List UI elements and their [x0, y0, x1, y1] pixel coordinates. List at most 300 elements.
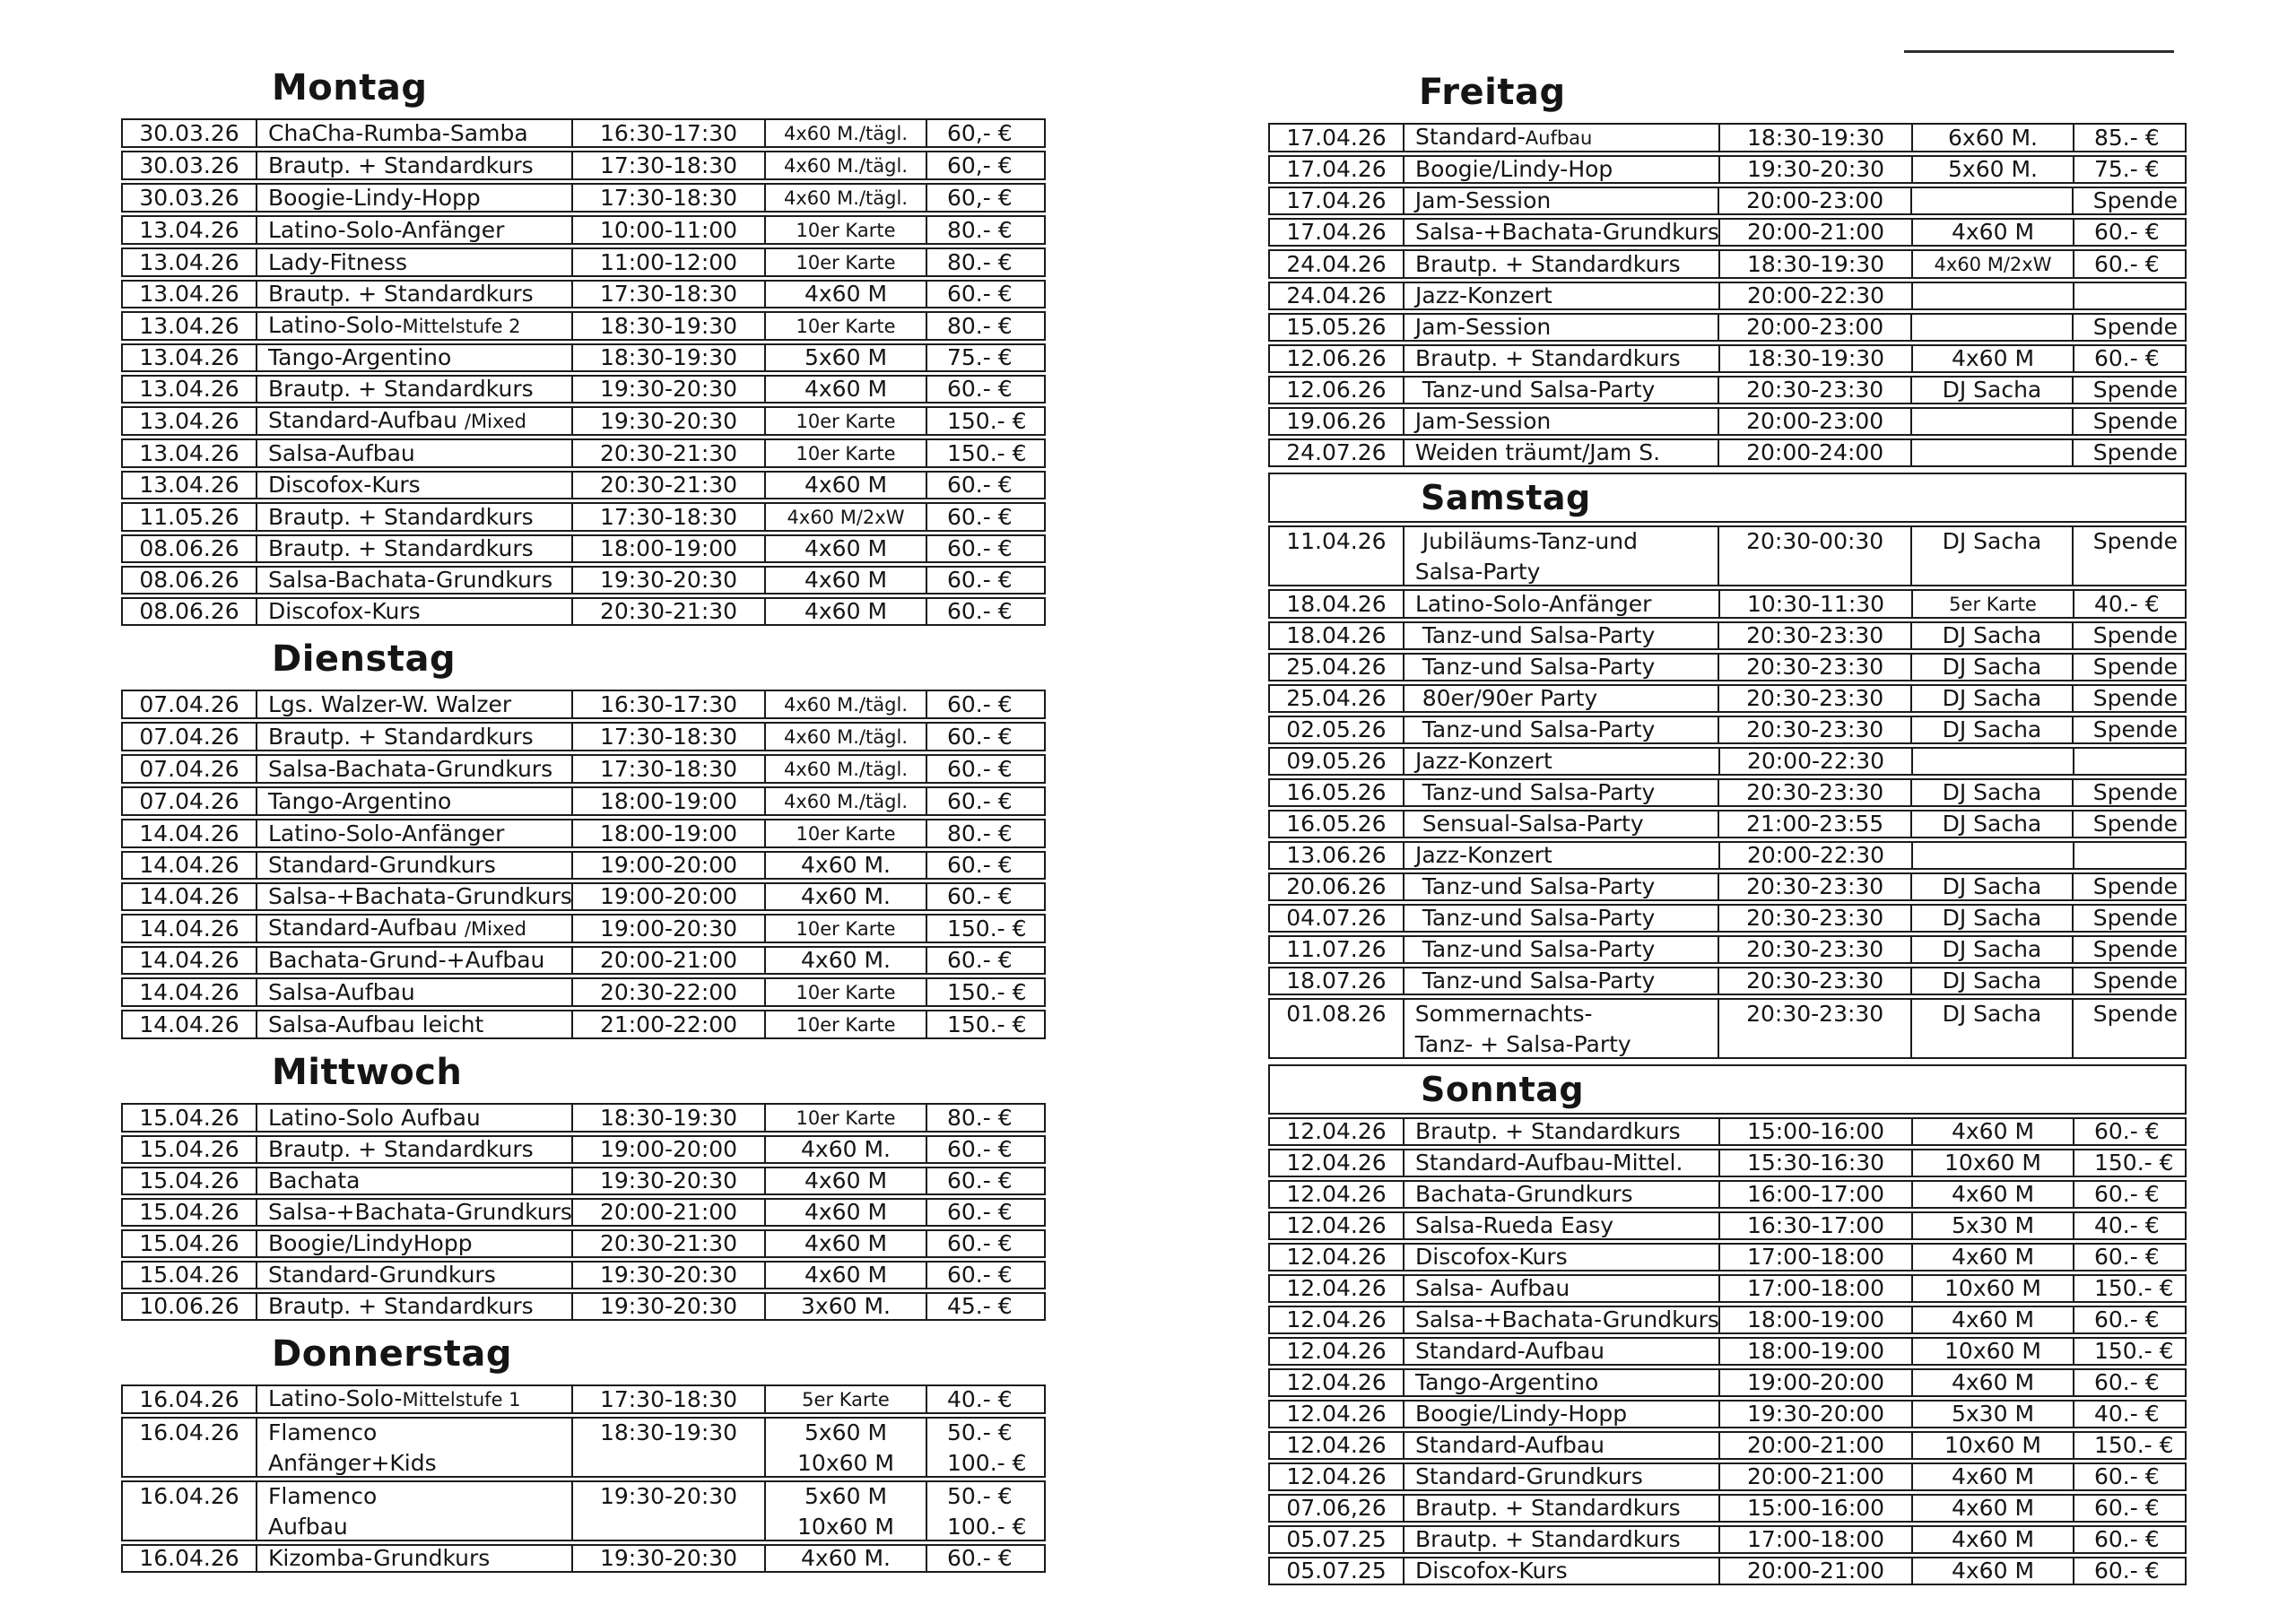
- cell-course: [257, 313, 573, 339]
- cell-text-line: [130, 1485, 248, 1508]
- package-text: 4x60 M.: [801, 1545, 891, 1571]
- cell-price: [2074, 220, 2185, 245]
- cell-text-line: [2094, 1214, 2178, 1237]
- date-text: 12.04.26: [1286, 1118, 1387, 1144]
- cell-date: [1270, 686, 1405, 711]
- cell-price: [927, 756, 1044, 782]
- cell-text-line: [2094, 1528, 2178, 1551]
- cell-price: [2074, 346, 2185, 371]
- time-text: 11:00-12:00: [599, 248, 738, 275]
- cell-date: [123, 916, 257, 942]
- cell-package: [1913, 1182, 2074, 1207]
- course-text: Standard-Grundkurs: [268, 852, 496, 878]
- cell-course: [257, 979, 573, 1005]
- price-text: 50.- €: [947, 1419, 1013, 1445]
- cell-price: [2074, 527, 2185, 585]
- cell-price: [927, 568, 1044, 593]
- price-text: 60.- €: [2094, 250, 2160, 277]
- cell-date: [1270, 717, 1405, 742]
- cell-text-line: [2094, 1465, 2178, 1488]
- cell-text-line: [268, 154, 564, 178]
- cell-text-line: [1727, 1340, 1904, 1363]
- cell-package: [1912, 812, 2074, 837]
- price-text: Spende: [2092, 811, 2178, 837]
- cell-text-line: [947, 755, 1037, 782]
- course-text: Sensual-Salsa-Party: [1414, 811, 1644, 837]
- cell-package: [1913, 1307, 2074, 1332]
- time-text: 18:00-19:00: [599, 787, 738, 814]
- cell-text-line: [580, 949, 757, 972]
- cell-text-line: [1277, 938, 1396, 961]
- price-text: 40.- €: [2094, 1401, 2160, 1427]
- course-text: Salsa-Aufbau: [268, 439, 415, 466]
- course-text: Latino-Solo-Anfänger: [268, 216, 505, 243]
- cell-text-line: [130, 473, 248, 497]
- cell-price: [2074, 1558, 2185, 1584]
- cell-text-line: [2093, 718, 2178, 742]
- price-text: 60.- €: [2094, 1244, 2160, 1270]
- package-text: 10er Karte: [796, 1107, 896, 1129]
- cell-date: [1270, 220, 1405, 245]
- course-text: Salsa-+Bachata-Grundkurs: [1415, 219, 1719, 245]
- cell-time: [1720, 1433, 1913, 1458]
- package-text: 4x60 M: [1951, 1181, 2035, 1207]
- price-text: Spende: [2092, 968, 2178, 994]
- cell-text-line: [773, 1485, 918, 1508]
- cell-text-line: [1726, 530, 1903, 553]
- package-text: 4x60 M: [1951, 1244, 2035, 1270]
- cell-date: [123, 185, 257, 211]
- cell-course: [257, 1200, 573, 1225]
- package-text: 10x60 M: [1944, 1338, 2041, 1364]
- cell-text-line: [1277, 781, 1396, 804]
- time-text: 20:00-21:00: [599, 947, 738, 973]
- cell-price: [2074, 1527, 2185, 1552]
- cell-text-line: [1726, 410, 1903, 433]
- time-text: 18:00-19:00: [599, 535, 738, 561]
- cell-text-line: [268, 690, 564, 717]
- cell-package: [1912, 874, 2074, 899]
- price-text: 50.- €: [947, 1483, 1013, 1509]
- cell-package: [766, 1231, 927, 1256]
- cell-price: [927, 282, 1044, 307]
- cell-text-line: [580, 755, 757, 782]
- cell-text-line: [130, 248, 248, 275]
- cell-text-line: [2094, 221, 2178, 244]
- cell-text-line: [268, 503, 564, 530]
- time-text: 19:00-20:00: [599, 883, 738, 909]
- cell-course: [257, 1168, 573, 1193]
- cell-package: [1912, 315, 2074, 340]
- date-text: 13.06.26: [1286, 842, 1387, 868]
- package-text: 10er Karte: [796, 918, 896, 940]
- schedule-row: [1268, 904, 2187, 933]
- cell-date: [1270, 812, 1405, 837]
- cell-text-line: [947, 600, 1037, 623]
- schedule-row: [1268, 1149, 2187, 1177]
- cell-text-line: [580, 248, 757, 275]
- package-text: 4x60 M.: [801, 883, 891, 909]
- cell-course: [1405, 812, 1720, 837]
- cell-text-line: [1277, 812, 1396, 836]
- price-text: 60,- €: [947, 184, 1013, 211]
- cell-text-line: [1920, 1120, 2066, 1143]
- date-text: 14.04.26: [139, 947, 239, 973]
- cell-price: [2074, 283, 2185, 308]
- course-text: Discofox-Kurs: [268, 472, 421, 498]
- time-text: 17:30-18:30: [599, 723, 738, 750]
- cell-text-line: [2094, 1277, 2178, 1300]
- price-text: Spende: [2092, 716, 2178, 742]
- cell-text-line: [580, 854, 757, 877]
- cell-text-line: [2094, 250, 2178, 277]
- cell-time: [573, 120, 766, 146]
- cell-text-line: [580, 1169, 757, 1193]
- cell-text-line: [130, 690, 248, 717]
- cell-text-line: [2093, 781, 2178, 804]
- cell-date: [1270, 1119, 1405, 1144]
- cell-course: [257, 916, 573, 942]
- cell-text-line: [1920, 126, 2066, 150]
- cell-text-line: [773, 885, 918, 908]
- cell-time: [1719, 717, 1912, 742]
- time-text: 20:00-23:00: [1746, 408, 1884, 434]
- cell-time: [1719, 937, 1912, 962]
- cell-time: [1719, 378, 1912, 403]
- cell-time: [573, 1231, 766, 1256]
- package-text: 4x60 M: [804, 472, 888, 498]
- cell-text-line: [1415, 1371, 1711, 1394]
- cell-course: [257, 1231, 573, 1256]
- cell-text-line: [1277, 1340, 1396, 1363]
- cell-package: [766, 1419, 927, 1476]
- cell-package: [1912, 780, 2074, 805]
- cell-course: [257, 1105, 573, 1131]
- cell-text-line: [1920, 1308, 2066, 1332]
- cell-text-line: [1415, 1002, 1711, 1026]
- time-text: 17:30-18:30: [599, 503, 738, 530]
- cell-price: [2074, 315, 2185, 340]
- cell-package: [1912, 1000, 2074, 1057]
- price-text: Spende: [2092, 1001, 2178, 1027]
- cell-package: [766, 377, 927, 402]
- cell-text-line: [1415, 812, 1711, 836]
- cell-date: [1270, 937, 1405, 962]
- cell-text-line: [947, 1547, 1037, 1570]
- course-text: Lgs. Walzer-W. Walzer: [268, 690, 512, 717]
- date-text: 12.06.26: [1286, 377, 1387, 403]
- date-text: 12.04.26: [1286, 1432, 1387, 1458]
- package-text: 4x60 M: [804, 1167, 888, 1193]
- course-text: Bachata: [268, 1167, 361, 1193]
- cell-text-line: [947, 119, 1037, 146]
- cell-package: [766, 282, 927, 307]
- cell-course: [257, 788, 573, 814]
- cell-text-line: [2094, 1559, 2178, 1583]
- cell-date: [123, 979, 257, 1005]
- date-text: 12.04.26: [1286, 1212, 1387, 1238]
- cell-price: [2074, 874, 2185, 899]
- course-text: Boogie/Lindy-Hopp: [1415, 1401, 1628, 1427]
- cell-text-line: [947, 1013, 1037, 1037]
- cell-text-line: [947, 1515, 1037, 1539]
- cell-package: [766, 473, 927, 498]
- cell-time: [1720, 749, 1913, 774]
- cell-price: [2074, 655, 2185, 680]
- cell-text-line: [580, 1013, 757, 1037]
- time-text: 19:30-20:30: [599, 407, 738, 434]
- cell-text-line: [130, 854, 248, 877]
- course-text: Tanz-und Salsa-Party: [1414, 622, 1656, 648]
- package-text: 4x60 M: [804, 598, 888, 624]
- cell-course: [1405, 1558, 1720, 1584]
- cell-text-line: [1919, 624, 2065, 647]
- cell-package: [766, 152, 927, 178]
- course-text-line2: Anfänger+Kids: [268, 1450, 437, 1476]
- package-text: 4x60 M./tägl.: [784, 791, 908, 812]
- schedule-row: [121, 597, 1046, 626]
- cell-text-line: [130, 1263, 248, 1287]
- cell-text-line: [1415, 624, 1711, 647]
- cell-price: [2074, 1402, 2185, 1427]
- time-text: 10:00-11:00: [599, 216, 738, 243]
- cell-price: [2074, 686, 2185, 711]
- cell-text-line: [1726, 1002, 1903, 1026]
- course-text: Tanz-und Salsa-Party: [1414, 779, 1656, 805]
- schedule-row: [121, 1103, 1046, 1133]
- cell-time: [1720, 1213, 1913, 1238]
- course-text-small: /Mixed: [464, 411, 526, 432]
- course-text: Jazz-Konzert: [1415, 748, 1552, 774]
- cell-text-line: [773, 186, 918, 210]
- cell-course: [1405, 749, 1720, 774]
- cell-date: [123, 1386, 257, 1412]
- schedule-row: [1268, 155, 2187, 184]
- cell-text-line: [1415, 284, 1711, 308]
- cell-course: [257, 408, 573, 434]
- cell-text-line: [947, 917, 1037, 941]
- cell-course: [257, 691, 573, 717]
- cell-text-line: [1726, 687, 1903, 710]
- cell-text-line: [773, 949, 918, 972]
- cell-text-line: [2094, 1151, 2178, 1175]
- cell-time: [573, 536, 766, 561]
- day-heading-label: Sonntag: [1421, 1070, 1585, 1109]
- cell-text-line: [773, 441, 918, 465]
- price-text: 150.- €: [947, 407, 1027, 434]
- cell-package: [1913, 1496, 2074, 1521]
- price-text: 75.- €: [2094, 156, 2160, 182]
- package-text: 4x60 M: [1951, 1369, 2035, 1395]
- cell-text-line: [268, 1263, 564, 1287]
- cell-date: [123, 853, 257, 878]
- course-text-small: Mittelstufe 1: [402, 1389, 521, 1410]
- cell-text-line: [773, 218, 918, 242]
- cell-time: [573, 884, 766, 909]
- course-text: Tanz-und Salsa-Party: [1414, 968, 1656, 994]
- cell-text-line: [1727, 347, 1904, 370]
- cell-price: [927, 313, 1044, 339]
- package-text: 5x30 M: [1951, 1212, 2035, 1238]
- cell-text-line: [947, 1201, 1037, 1224]
- cell-text-line: [1415, 1559, 1711, 1583]
- package-text: 10x60 M: [1944, 1432, 2041, 1458]
- price-text: Spende: [2092, 439, 2178, 465]
- cell-text-line: [1415, 875, 1711, 898]
- cell-package: [1913, 843, 2074, 868]
- price-text: 60.- €: [947, 1136, 1013, 1162]
- time-text: 20:30-22:00: [599, 978, 738, 1005]
- day-header-row: [1268, 473, 2187, 523]
- date-text: 14.04.26: [139, 820, 239, 846]
- cell-package: [766, 408, 927, 434]
- schedule-row: [121, 1384, 1046, 1414]
- schedule-row: [121, 754, 1046, 784]
- cell-time: [1719, 968, 1912, 994]
- cell-time: [1720, 346, 1913, 371]
- time-text: 17:30-18:30: [599, 184, 738, 211]
- cell-text-line: [773, 1421, 918, 1445]
- package-text: 4x60 M: [1951, 1558, 2035, 1584]
- cell-time: [573, 473, 766, 498]
- cell-text-line: [1415, 1245, 1711, 1269]
- price-text: 40.- €: [947, 1385, 1013, 1412]
- cell-course: [1405, 1307, 1720, 1332]
- cell-package: [766, 1294, 927, 1319]
- cell-time: [1719, 780, 1912, 805]
- price-text: 150.- €: [947, 915, 1027, 942]
- cell-text-line: [947, 690, 1037, 717]
- cell-course: [257, 820, 573, 846]
- cell-course: [257, 185, 573, 211]
- cell-text-line: [1919, 875, 2065, 898]
- cell-package: [1913, 1370, 2074, 1395]
- cell-package: [766, 853, 927, 878]
- package-text: DJ Sacha: [1942, 622, 2042, 648]
- cell-text-line: [1415, 560, 1711, 584]
- course-text: Standard-Aufbau: [268, 407, 465, 433]
- cell-time: [1719, 315, 1912, 340]
- cell-text-line: [1727, 750, 1904, 773]
- date-text: 07.04.26: [139, 690, 239, 717]
- package-text: 4x60 M: [1951, 1495, 2035, 1521]
- package-text: 5x30 M: [1951, 1401, 2035, 1427]
- cell-price: [927, 440, 1044, 466]
- time-text: 17:00-18:00: [1746, 1275, 1885, 1301]
- time-text: 20:00-24:00: [1746, 439, 1884, 465]
- cell-text-line: [130, 978, 248, 1005]
- cell-text-line: [2093, 938, 2178, 961]
- cell-time: [1720, 843, 1913, 868]
- schedule-row: [1268, 438, 2187, 467]
- cell-text-line: [2093, 687, 2178, 710]
- cell-package: [1912, 409, 2074, 434]
- time-text: 18:30-19:30: [599, 1419, 738, 1445]
- package-text: 4x60 M: [804, 376, 888, 402]
- cell-package: [766, 1546, 927, 1571]
- cell-package: [1912, 623, 2074, 648]
- cell-date: [1270, 1213, 1405, 1238]
- cell-text-line: [1277, 1497, 1396, 1520]
- cell-text-line: [1415, 1214, 1711, 1237]
- cell-time: [1720, 125, 1913, 151]
- schedule-row: [121, 690, 1046, 719]
- cell-text-line: [1727, 221, 1904, 244]
- cell-text-line: [947, 248, 1037, 275]
- time-text: 20:00-22:30: [1746, 748, 1885, 774]
- cell-package: [766, 724, 927, 750]
- cell-date: [1270, 283, 1405, 308]
- cell-course: [1405, 937, 1720, 962]
- time-text: 20:30-23:30: [1746, 622, 1884, 648]
- cell-date: [1270, 315, 1405, 340]
- cell-text-line: [773, 346, 918, 369]
- course-text: Weiden träumt/Jam S.: [1414, 439, 1661, 465]
- cell-package: [766, 440, 927, 466]
- cell-text-line: [1415, 219, 1719, 245]
- cell-price: [927, 948, 1044, 973]
- cell-date: [1270, 780, 1405, 805]
- cell-text-line: [1920, 1402, 2066, 1426]
- cell-text-line: [1727, 250, 1904, 277]
- cell-course: [1405, 315, 1720, 340]
- course-text: Tango-Argentino: [268, 344, 452, 370]
- date-text: 12.04.26: [1286, 1306, 1387, 1332]
- cell-time: [573, 788, 766, 814]
- package-text: 4x60 M/2xW: [787, 507, 905, 528]
- time-text: 18:30-19:30: [599, 312, 738, 339]
- cell-text-line: [773, 1515, 918, 1539]
- time-text: 20:30-21:30: [599, 598, 738, 624]
- schedule-row: [121, 819, 1046, 848]
- price-text: 80.- €: [947, 820, 1013, 846]
- cell-price: [927, 1200, 1044, 1225]
- date-text: 13.04.26: [139, 281, 239, 307]
- price-text: 60.- €: [2094, 1118, 2160, 1144]
- cell-price: [927, 408, 1044, 434]
- cell-text-line: [1277, 1528, 1396, 1551]
- cell-text-line: [580, 568, 757, 592]
- cell-text-line: [947, 787, 1037, 814]
- cell-time: [1719, 906, 1912, 931]
- cell-text-line: [580, 1295, 757, 1318]
- schedule-row: [1268, 1117, 2187, 1146]
- day-section-mittwoch: [121, 1052, 1046, 1321]
- price-text: 60.- €: [947, 1199, 1013, 1225]
- package-text: DJ Sacha: [1942, 1001, 2042, 1027]
- cell-price: [927, 788, 1044, 814]
- price-text: 60.- €: [947, 723, 1013, 750]
- cell-course: [257, 1263, 573, 1288]
- cell-price: [2074, 1276, 2185, 1301]
- cell-text-line: [1415, 969, 1711, 993]
- date-text: 16.04.26: [139, 1419, 239, 1445]
- cell-text-line: [1727, 284, 1904, 308]
- cell-price: [2074, 1307, 2185, 1332]
- cell-package: [1913, 1213, 2074, 1238]
- time-text: 20:30-23:30: [1746, 936, 1884, 962]
- cell-time: [573, 313, 766, 339]
- date-text: 13.04.26: [139, 472, 239, 498]
- cell-course: [1405, 527, 1720, 585]
- cell-date: [1270, 1307, 1405, 1332]
- cell-text-line: [947, 854, 1037, 877]
- cell-package: [1913, 157, 2074, 182]
- cell-text-line: [268, 949, 564, 972]
- cell-text-line: [947, 1452, 1037, 1475]
- day-section-montag: [121, 67, 1046, 626]
- cell-date: [123, 1294, 257, 1319]
